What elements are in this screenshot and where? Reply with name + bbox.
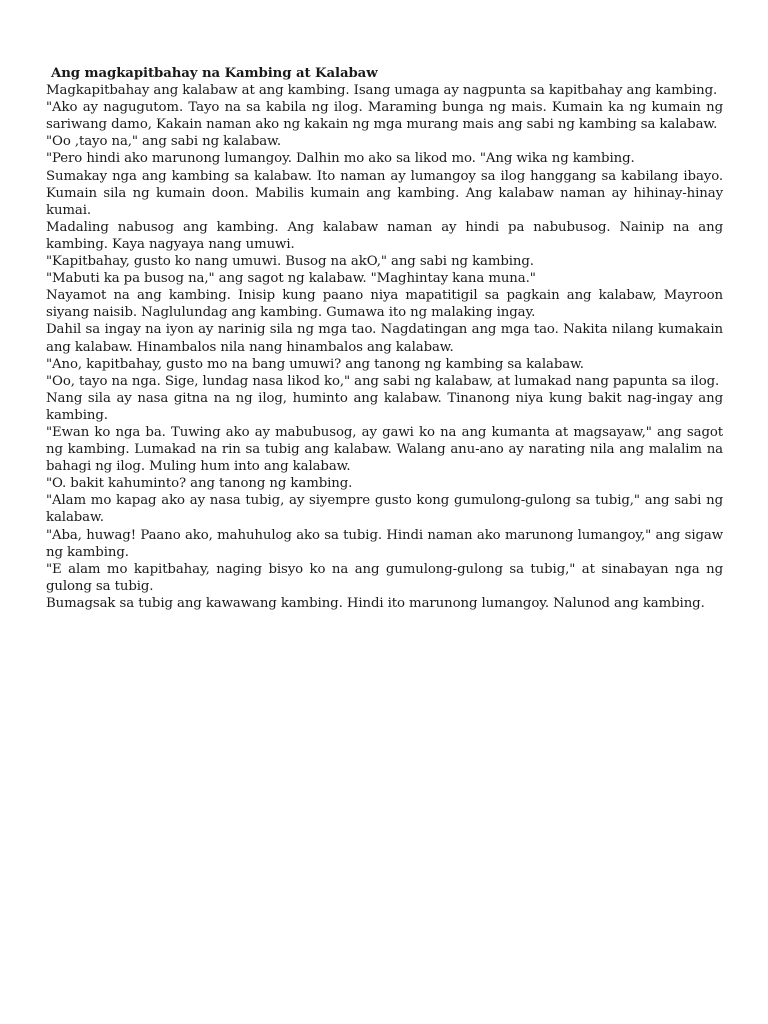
paragraph: "Ewan ko nga ba. Tuwing ako ay mabubusog, ay gawi ko na ang kumanta at magsayaw," ang sagot ng kambing. Lumakad na rin sa tubig ang kalabaw. Walang anu-ano ay narating nila ang malalim na bahagi ng ilog. Muling hum into ang kalabaw. xyxy=(46,424,723,475)
paragraph: Nang sila ay nasa gitna na ng ilog, huminto ang kalabaw. Tinanong niya kung bakit nag-ingay ang kambing. xyxy=(46,390,723,423)
paragraph: Nayamot na ang kambing. Inisip kung paano niya mapatitigil sa pagkain ang kalabaw, Mayroon siyang naisib. Naglulundag ang kambing. Gumawa ito ng malaking ingay. xyxy=(46,288,723,321)
paragraph: "Ako ay nagugutom. Tayo na sa kabila ng ilog. Maraming bunga ng mais. Kumain ka ng kumain ng sariwang damo, Kakain naman ako ng kakain ng mga murang mais ang sabi ng kambing sa kalabaw. xyxy=(46,100,723,133)
paragraph: "Ano, kapitbahay, gusto mo na bang umuwi? ang tanong ng kambing sa kalabaw. xyxy=(46,356,584,372)
paragraph: Magkapitbahay ang kalabaw at ang kambing. Isang umaga ay nagpunta sa kapitbahay ang kambing. xyxy=(46,83,718,99)
paragraph: "E alam mo kapitbahay, naging bisyo ko na ang gumulong-gulong sa tubig," at sinabayan nga ng gulong sa tubig. xyxy=(46,561,723,594)
paragraph: "Aba, huwag! Paano ako, mahuhulog ako sa tubig. Hindi naman ako marunong lumangoy," ang sigaw ng kambing. xyxy=(46,527,723,560)
story-title: Ang magkapitbahay na Kambing at Kalabaw xyxy=(51,66,378,81)
paragraph: Sumakay nga ang kambing sa kalabaw. Ito naman ay lumangoy sa ilog hanggang sa kabilang ibayo. Kumain sila ng kumain doon. Mabilis kumain ang kambing. Ang kalabaw naman ay hihinay-hinay kumai. xyxy=(46,168,723,218)
paragraph: Bumagsak sa tubig ang kawawang kambing. Hindi ito marunong lumangoy. Nalunod ang kambing. xyxy=(46,595,705,611)
paragraph: "Pero hindi ako marunong lumangoy. Dalhin mo ako sa likod mo. "Ang wika ng kambing. xyxy=(46,151,635,167)
paragraph: "Alam mo kapag ako ay nasa tubig, ay siyempre gusto kong gumulong-gulong sa tubig," ang sabi ng kalabaw. xyxy=(46,493,723,526)
paragraph: "O. bakit kahuminto? ang tanong ng kambing. xyxy=(46,476,353,492)
paragraph: Dahil sa ingay na iyon ay narinig sila ng mga tao. Nagdatingan ang mga tao. Nakita nilang kumakain ang kalabaw. Hinambalos nila nang hinambalos ang kalabaw. xyxy=(46,322,723,355)
paragraph: "Mabuti ka pa busog na," ang sagot ng kalabaw. "Maghintay kana muna." xyxy=(46,271,536,287)
paragraph: Madaling nabusog ang kambing. Ang kalabaw naman ay hindi pa nabubusog. Nainip na ang kambing. Kaya nagyaya nang umuwi. xyxy=(46,219,723,252)
paragraph: "Oo ,tayo na," ang sabi ng kalabaw. xyxy=(46,134,281,150)
document-page xyxy=(46,65,723,612)
paragraph: "Kapitbahay, gusto ko nang umuwi. Busog na akO," ang sabi ng kambing. xyxy=(46,254,534,270)
paragraph: "Oo, tayo na nga. Sige, lundag nasa likod ko," ang sabi ng kalabaw, at lumakad nang papunta sa ilog. xyxy=(46,373,720,389)
